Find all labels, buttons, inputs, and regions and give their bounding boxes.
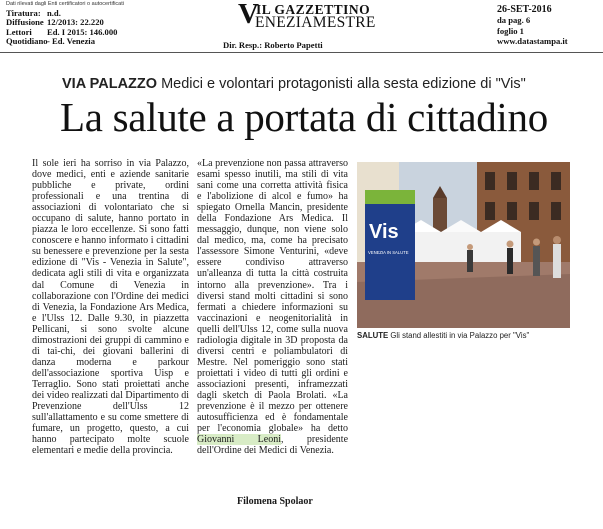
photo-person-head [553,236,561,244]
stat-value: Ed. I 2015: 146.000 [47,26,118,37]
stat-label: Quotidiano [6,36,48,47]
newspaper-logo-edition: ENEZIAMESTRE [255,14,376,31]
photo-person [553,244,561,278]
caption-text: Gli stand allestiti in via Palazzo per "Vis" [388,331,530,340]
stat-row [6,37,117,46]
kicker-place: VIA PALAZZO [62,76,158,92]
photo-vis-banner [365,190,415,300]
article-photo [357,162,570,328]
photo-window [485,172,495,190]
photo-window [507,172,517,190]
stat-value: n.d. [47,8,61,18]
page-reference: da pag. 6 [497,15,531,26]
newspaper-logo-title: IL GAZZETTINO [256,2,371,17]
photo-caption [357,331,529,340]
photo-person [507,248,513,274]
source-website: www.datastampa.it [497,35,568,46]
photo-window [551,172,561,190]
highlighted-name: Giovanni Leoni [197,434,281,446]
photo-window [485,202,495,220]
director-line: Dir. Resp.: Roberto Papetti [223,40,323,50]
photo-banner-text: Vis [369,221,399,243]
header-source-note: Dati rilevati dagli Enti certificatori o autocertificati [6,1,124,7]
header-divider [0,52,603,53]
column-2-end: , presidente dell'Ordine dei Medici di Venezia. [197,434,349,457]
article-byline: Filomena Spolaor [237,496,313,507]
column-2-body: «La prevenzione non passa attraverso esami spesso inutili, ma stili di vita sani come una corretta attività fisica e l'abolizione di alcol e fumo» ha spiegato Ornella Mancin, presidente della Fondazione Ars Medica. Il messaggio, dunque, non viene solo dal medico, ma, come ha precisato l'assessore Simone Venturini, «deve essere condiviso attraverso un'alleanza di tutta la città costruita intorno alla prevenzione». Tra i diversi stand molti cittadini si sono fermati a chiedere informazioni su vaccinazioni e neogenitorialità in quelli dell'Ulss 12, come sulla nuova radiologia digitale in 3D proposta da diversi centri e poliambulatori di Mestre. Nel pomeriggio sono stati proiettati i video di tutti gli ordini e associazioni presenti, inframezzati dagli sketch di Paola Brolati. «La prevenzione è il mezzo per ottenere autosufficienza ed è fondamentale per l'economia globale» ha detto [197,158,348,435]
photo-window [529,202,539,220]
photo-illustration [357,162,570,328]
stat-value: 12/2013: 22.220 [47,17,104,28]
photo-window [529,172,539,190]
photo-banner-subtext: VENEZIA IN SALUTE [368,250,409,255]
photo-window [551,202,561,220]
article-column-2 [197,158,348,456]
circulation-stats [6,9,117,47]
kicker-text: Medici e volontari protagonisti alla sesta edizione di "Vis" [157,76,526,92]
caption-label: SALUTE [357,331,389,340]
publication-date: 26-SET-2016 [497,4,552,15]
stat-label: Lettori [6,26,32,37]
photo-person [467,250,473,272]
column-2-text [197,158,348,456]
publication-info [497,5,568,46]
sheet-number: foglio 1 [497,25,524,36]
newspaper-logo-v: V [238,0,259,30]
column-1-text: Il sole ieri ha sorriso in via Palazzo, dove medici, enti e aziende sanitarie pubbliche e private, ordini professionali e una trentina di associazioni di volontariato che si occupano di salute, hanno portato in piazza le loro eccellenze. Si sono fatti conoscere e hanno informato i cittadini su benessere e prevenzione per la sesta edizione di "Vis - Venezia in Salute", dedicata agli stili di vita e organizzata dal Comune di Venezia in collaborazione con l'Ordine dei medici di Venezia, la Fondazione Ars Medica, e l'Ulss 12. Dalle 9.30, in piazzetta Pellicani, si sono svolte alcune dimostrazioni dei gruppi di cammino e di tai-chi, dei giovani ballerini di danza moderna e parkour dell'associazione sportiva Uisp e Terraglio. Sono stati proiettati anche dei video realizzati dal Dipartimento di Prevenzione dell'Ulss 12 sull'allattamento e su come smettere di fumare, un progetto, questo, a cui hanno partecipato molte scuole elementari e medie della provincia. [32,158,189,457]
article-headline: La salute a portata di cittadino [60,94,548,140]
photo-person-head [533,239,540,246]
stat-label: Tiratura: [6,8,41,18]
photo-person-head [507,241,514,248]
photo-person-head [467,244,473,250]
photo-person [533,246,540,276]
photo-window [507,202,517,220]
article-column-1 [32,158,189,456]
stat-value: - Ed. Venezia [47,36,95,47]
stat-label: Diffusione [6,17,44,28]
article-kicker [62,76,526,92]
photo-stand-tents [401,232,521,262]
photo-banner-stripe [365,190,415,204]
